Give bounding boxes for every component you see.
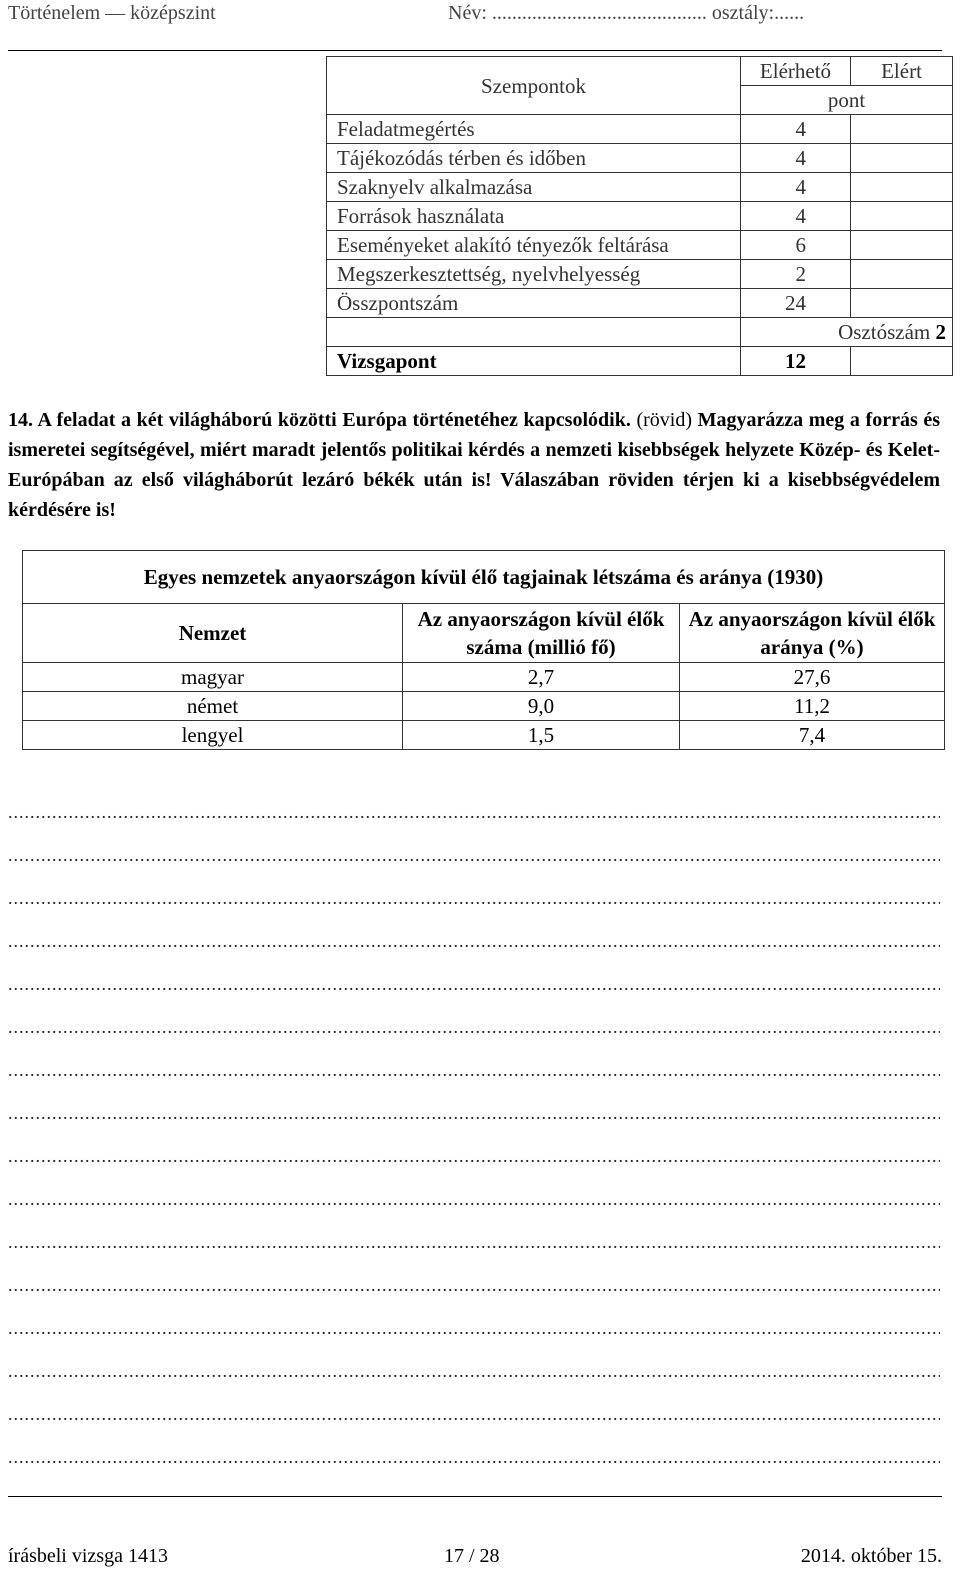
answer-line[interactable] [8,1263,940,1306]
achieved-cell [851,260,953,289]
score-row: Összpontszám 24 [327,289,953,318]
score-row: Feladatmegértés 4 [327,115,953,144]
answer-line[interactable] [8,1177,940,1220]
answer-line[interactable] [8,962,940,1005]
answer-line[interactable] [8,1349,940,1392]
col-available: Elérhető [741,57,851,86]
achieved-cell [851,289,953,318]
achieved-cell [851,173,953,202]
answer-line[interactable] [8,1048,940,1091]
col-criteria: Szempontok [327,57,741,115]
answer-line[interactable] [8,833,940,876]
table-row: magyar 2,7 27,6 [23,663,945,692]
score-table [326,56,953,376]
answer-line[interactable] [8,790,940,833]
score-row: Tájékozódás térben és időben 4 [327,144,953,173]
answer-line[interactable] [8,876,940,919]
header-ratio: Az anyaországon kívül élők aránya (%) [680,604,945,663]
answer-line[interactable] [8,1005,940,1048]
page-number: 17 / 28 [444,1545,500,1567]
col-achieved: Elért [851,57,953,86]
header-nation: Nemzet [23,604,403,663]
task-block [8,405,940,525]
achieved-cell [851,231,953,260]
subject-level: Történelem — középszint [8,2,216,24]
answer-line[interactable] [8,919,940,962]
achieved-cell [851,115,953,144]
answer-area[interactable] [8,790,940,1478]
exam-date: 2014. október 15. [800,1545,942,1567]
page-header [8,0,942,51]
exam-value: 12 [741,347,851,376]
task-title: 14. A feladat a két világháború közötti Európa történetéhez kapcsolódik. [8,409,631,431]
answer-line[interactable] [8,1220,940,1263]
page-footer [8,1496,942,1576]
score-row: Szaknyelv alkalmazása 4 [327,173,953,202]
header-count: Az anyaországon kívül élők száma (millió fő) [403,604,680,663]
exam-label: Vizsgapont [327,347,741,376]
achieved-cell [851,144,953,173]
answer-line[interactable] [8,1306,940,1349]
answer-line[interactable] [8,1134,940,1177]
answer-line[interactable] [8,1435,940,1478]
table-row: német 9,0 11,2 [23,692,945,721]
achieved-cell [851,347,953,376]
source-table [22,550,945,750]
answer-line[interactable] [8,1392,940,1435]
score-row: Források használata 4 [327,202,953,231]
task-text: Magyarázza meg a forrás és ismeretei segítségével, miért maradt jelentős politikai kérdés a nemzeti kisebbségek helyzete Közép- és Kelet-Európában az első világháborút lezáró békék után is! Válaszában röviden térjen ki a kisebbségvédelem kérdésére is! [8,409,941,521]
score-row: Eseményeket alakító tényezők feltárása 6 [327,231,953,260]
table-row: lengyel 1,5 7,4 [23,721,945,750]
col-points: pont [741,86,953,115]
score-row: Megszerkesztettség, nyelvhelyesség 2 [327,260,953,289]
task-type: (rövid) [636,409,692,431]
exam-code: írásbeli vizsga 1413 [8,1545,168,1567]
source-table-title: Egyes nemzetek anyaországon kívül élő tagjainak létszáma és aránya (1930) [23,551,945,604]
divisor-value: 2 [935,320,946,344]
achieved-cell [851,202,953,231]
answer-line[interactable] [8,1091,940,1134]
exam-row [327,347,953,376]
divisor-row [327,318,953,347]
name-class-field: Név: ........................................... osztály:...... [448,2,805,24]
divisor-label: Osztószám [838,320,931,344]
